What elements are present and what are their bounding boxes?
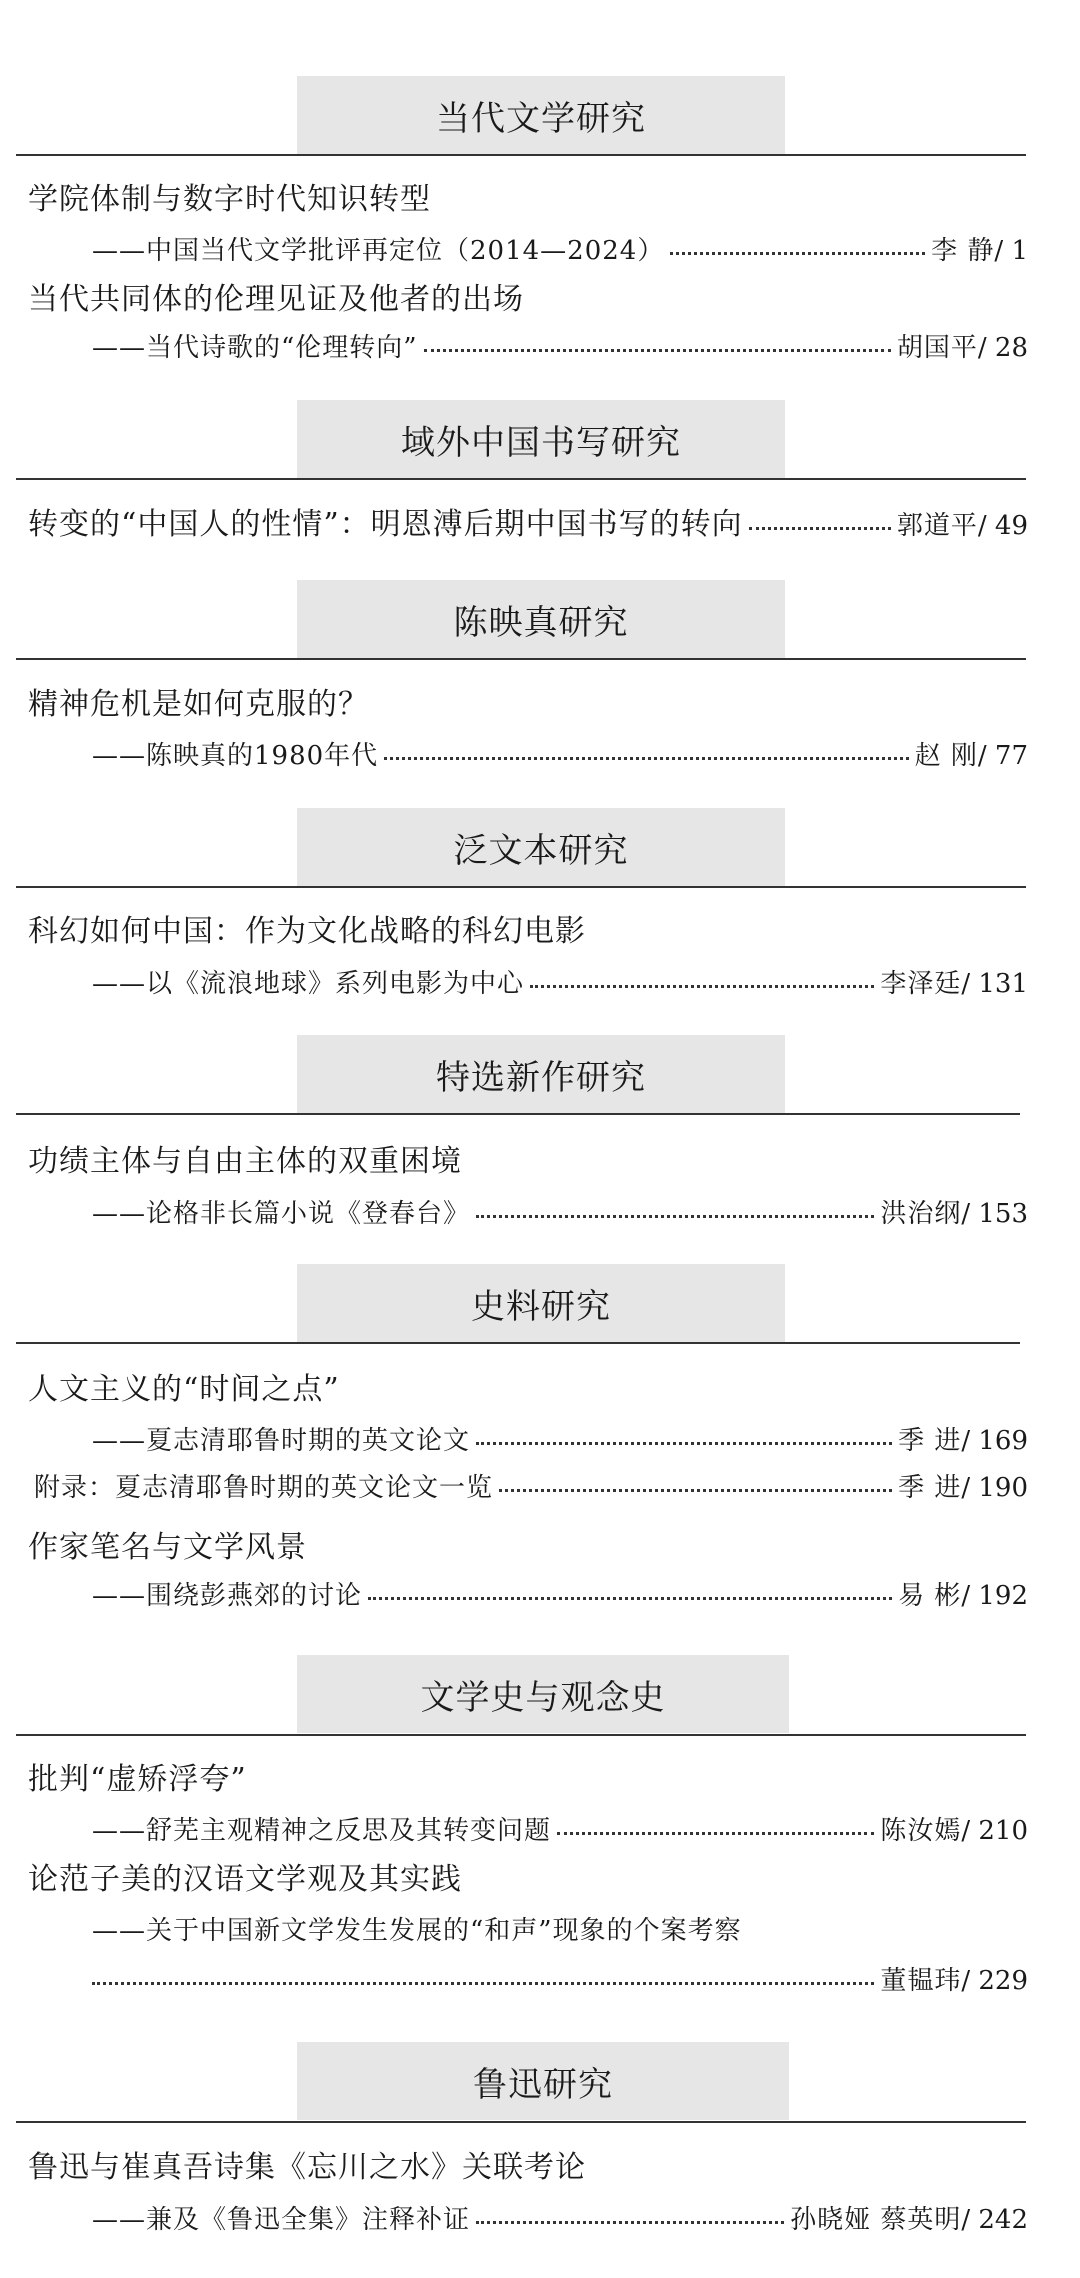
page-number: / 210 [961,1816,1028,1846]
toc-entry[interactable] [92,233,1028,269]
dot-leader [92,1982,874,1985]
article-author: 赵 刚 [914,741,978,771]
section-divider [16,1342,1020,1344]
page-number: / 242 [961,2205,1028,2235]
page-number: / 1 [994,236,1028,266]
article-title[interactable]: 当代共同体的伦理见证及他者的出场 [28,282,524,317]
section-divider [16,886,1026,888]
page-number: / 192 [961,1581,1028,1611]
dot-leader [476,1442,892,1445]
page-number: / 131 [961,969,1028,999]
article-subtitle: ——以《流浪地球》系列电影为中心 [92,969,525,999]
dot-leader [476,2221,784,2224]
section-divider [16,658,1026,660]
toc-entry[interactable] [92,1423,1028,1459]
article-title[interactable]: 批判“虚矫浮夸” [28,1762,247,1797]
article-subtitle: ——陈映真的1980年代 [92,741,379,771]
page-number: / 169 [961,1426,1028,1456]
article-subtitle: ——论格非长篇小说《登春台》 [92,1199,471,1229]
dot-leader [368,1597,892,1600]
dot-leader [384,757,908,760]
toc-entry-appendix[interactable] [34,1470,1028,1506]
toc-entry[interactable] [92,1196,1028,1232]
article-title[interactable]: 功绩主体与自由主体的双重困境 [28,1144,462,1179]
toc-entry[interactable] [92,1578,1028,1614]
section-heading: 泛文本研究 [297,808,785,886]
section-heading: 域外中国书写研究 [297,400,785,478]
article-author: 季 进 [898,1426,962,1456]
dot-leader [557,1832,874,1835]
dot-leader [530,985,874,988]
article-title: 转变的“中国人的性情”：明恩溥后期中国书写的转向 [28,507,743,542]
page-number: / 153 [961,1199,1028,1229]
article-subtitle: ——中国当代文学批评再定位（2014—2024） [92,236,665,266]
section-divider [16,1734,1026,1736]
article-author: 郭道平 [896,511,978,541]
toc-entry[interactable] [28,505,1028,546]
article-subtitle: ——舒芜主观精神之反思及其转变问题 [92,1816,552,1846]
article-title[interactable]: 鲁迅与崔真吾诗集《忘川之水》关联考论 [28,2150,586,2185]
article-title[interactable]: 学院体制与数字时代知识转型 [28,182,431,217]
article-subtitle: ——当代诗歌的“伦理转向” [92,333,418,363]
toc-entry[interactable] [92,1813,1028,1849]
toc-entry[interactable] [92,1963,1028,1999]
page-number: / 229 [961,1966,1028,1996]
article-author: 洪治纲 [880,1199,962,1229]
page-number: / 49 [977,511,1028,541]
appendix-title: 附录：夏志清耶鲁时期的英文论文一览 [34,1473,494,1503]
section-divider [16,2121,1026,2123]
article-subtitle: ——关于中国新文学发生发展的“和声”现象的个案考察 [92,1916,742,1946]
section-divider [16,1113,1020,1115]
page-number: / 190 [961,1473,1028,1503]
dot-leader [424,349,891,352]
section-heading: 当代文学研究 [297,76,785,154]
dot-leader [749,527,891,530]
article-title[interactable]: 精神危机是如何克服的？ [28,687,369,722]
section-heading: 陈映真研究 [297,580,785,658]
article-author: 李泽廷 [880,969,962,999]
toc-entry[interactable] [92,966,1028,1002]
dot-leader [476,1215,874,1218]
article-author: 季 进 [898,1473,962,1503]
page-number: / 28 [977,333,1028,363]
page-number: / 77 [977,741,1028,771]
article-author: 胡国平 [896,333,978,363]
article-title[interactable]: 论范子美的汉语文学观及其实践 [28,1862,462,1897]
article-author: 李 静 [931,236,995,266]
article-author: 易 彬 [898,1581,962,1611]
section-heading: 文学史与观念史 [297,1655,789,1733]
article-subtitle: ——夏志清耶鲁时期的英文论文 [92,1426,471,1456]
article-author: 孙晓娅 蔡英明 [790,2205,962,2235]
section-heading: 史料研究 [297,1264,785,1342]
article-title[interactable]: 作家笔名与文学风景 [28,1530,307,1565]
article-subtitle: ——围绕彭燕郊的讨论 [92,1581,363,1611]
article-title[interactable]: 人文主义的“时间之点” [28,1372,340,1407]
toc-entry[interactable] [92,2202,1028,2238]
article-author: 陈汝嫣 [880,1816,962,1846]
section-divider [16,154,1026,156]
toc-entry[interactable] [92,330,1028,366]
article-author: 董韫玮 [880,1966,962,1996]
toc-entry-subtitle [92,1913,1028,1949]
dot-leader [670,252,925,255]
article-subtitle: ——兼及《鲁迅全集》注释补证 [92,2205,471,2235]
section-heading: 特选新作研究 [297,1035,785,1113]
section-heading: 鲁迅研究 [297,2042,789,2120]
dot-leader [499,1489,892,1492]
article-title[interactable]: 科幻如何中国：作为文化战略的科幻电影 [28,914,586,949]
section-divider [16,478,1026,480]
toc-entry[interactable] [92,738,1028,774]
